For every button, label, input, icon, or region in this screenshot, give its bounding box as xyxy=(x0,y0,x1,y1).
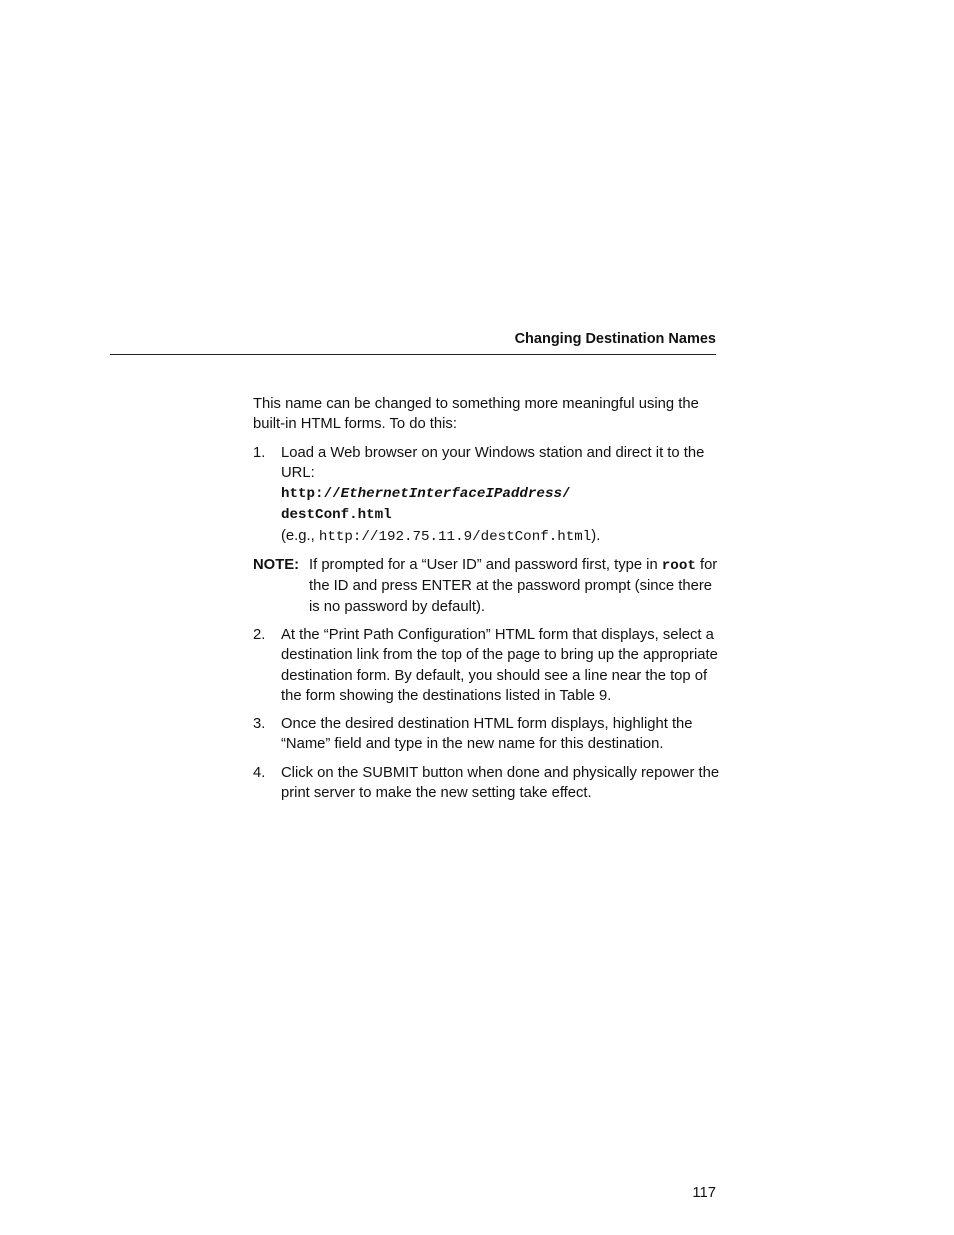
step-4-number: 4. xyxy=(253,764,266,781)
page-body xyxy=(253,394,723,811)
note-label: NOTE: xyxy=(253,557,300,574)
intro-paragraph: This name can be changed to something more meaningful using the built-in HTML forms. To do this: xyxy=(253,396,699,433)
step-4 xyxy=(253,763,723,804)
page-number: 117 xyxy=(692,1185,716,1201)
header-rule xyxy=(110,354,716,355)
example-close: ). xyxy=(591,527,601,544)
step-2-number: 2. xyxy=(253,626,266,643)
note-block xyxy=(253,555,723,617)
step-1 xyxy=(253,443,723,547)
example-open: (e.g., xyxy=(281,527,319,544)
step-1-text: Load a Web browser on your Windows station and direct it to the URL: xyxy=(281,444,705,481)
url-prefix: http:// xyxy=(281,486,341,503)
running-header-title: Changing Destination Names xyxy=(514,331,716,347)
url-slash: / xyxy=(561,486,571,503)
step-3-number: 3. xyxy=(253,716,266,733)
note-code-root: root xyxy=(661,558,696,575)
step-3-text: Once the desired destination HTML form displays, highlight the “Name” field and type in the new name for this destination. xyxy=(281,716,693,753)
step-2-text: At the “Print Path Configuration” HTML form that displays, select a destination link from the top of the page to bring up the appropriate destination form. By default, you should see a line near the top of the form showing the destinations listed in Table 9. xyxy=(281,626,718,704)
step-4-text: Click on the SUBMIT button when done and physically repower the print server to make the new setting take effect. xyxy=(281,764,720,802)
example-url: http://192.75.11.9/destConf.html xyxy=(318,528,592,545)
note-text-after: for the ID and press ENTER at the password prompt (since there is no password by default). xyxy=(309,557,718,615)
step-1-number: 1. xyxy=(253,444,266,461)
step-2 xyxy=(253,625,723,706)
note-text-before: If prompted for a “User ID” and password first, type in xyxy=(309,557,662,574)
step-3 xyxy=(253,714,723,755)
url-file: destConf.html xyxy=(281,507,392,524)
url-variable: EthernetInterfaceIPaddress xyxy=(340,486,562,503)
